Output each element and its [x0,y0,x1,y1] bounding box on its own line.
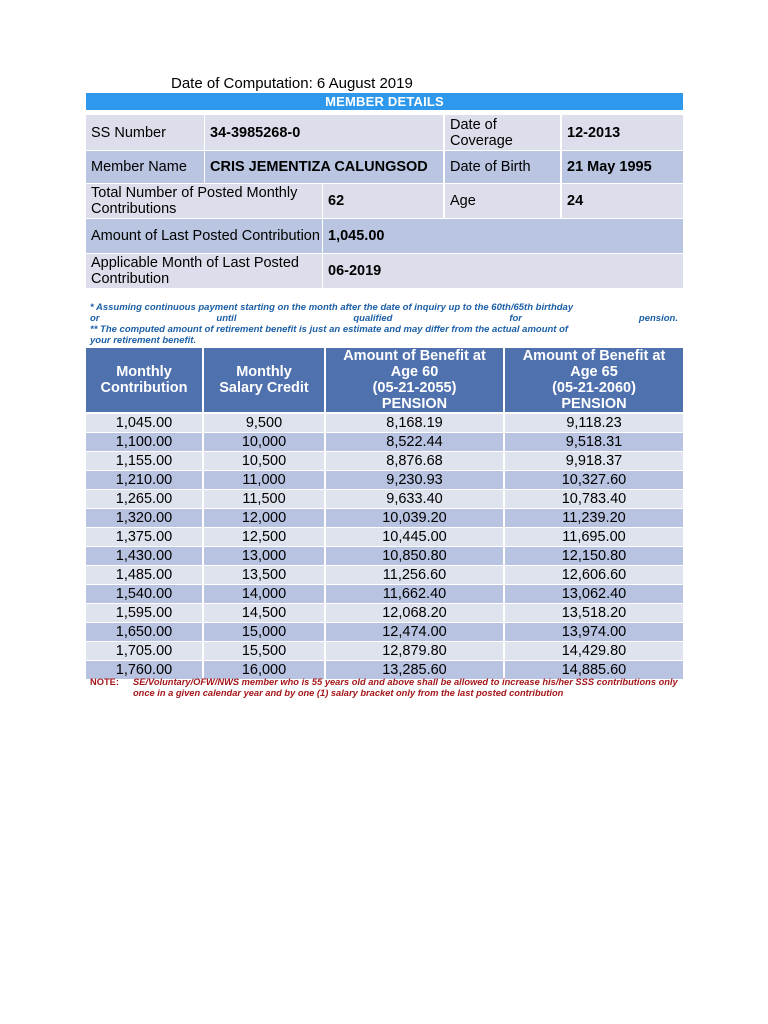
last-amount-value: 1,045.00 [323,219,683,253]
total-posted-label: Total Number of Posted Monthly Contributions [86,184,322,218]
table-row [86,509,683,527]
table-row [86,433,683,451]
table-row [86,528,683,546]
cell-monthly-contribution: 1,320.00 [86,509,202,527]
note-line-4: your retirement benefit. [90,335,197,346]
cell-benefit-65: 13,974.00 [505,623,683,641]
member-details-header: MEMBER DETAILS [86,93,683,110]
header-monthly-contribution: Monthly Contribution [86,348,202,412]
cell-monthly-contribution: 1,650.00 [86,623,202,641]
cell-benefit-60: 10,445.00 [326,528,503,546]
cell-monthly-contribution: 1,485.00 [86,566,202,584]
age-value: 24 [562,184,683,218]
cell-monthly-contribution: 1,595.00 [86,604,202,622]
header-monthly-salary-credit: Monthly Salary Credit [204,348,324,412]
note-word: qualified [353,313,393,324]
cell-benefit-65: 9,118.23 [505,414,683,432]
cell-benefit-65: 9,918.37 [505,452,683,470]
cell-benefit-60: 11,662.40 [326,585,503,603]
cell-benefit-65: 13,062.40 [505,585,683,603]
last-amount-label: Amount of Last Posted Contribution [86,219,322,253]
date-of-birth-label: Date of Birth [445,151,560,183]
table-row [86,623,683,641]
cell-salary-credit: 14,000 [204,585,324,603]
cell-benefit-60: 9,633.40 [326,490,503,508]
header-benefit-age-65: Amount of Benefit at Age 65 (05-21-2060) PENSION [505,348,683,412]
table-row [86,547,683,565]
applicable-month-value: 06-2019 [323,254,683,288]
note-word: or [90,313,100,324]
footnote-text: SE/Voluntary/OFW/NWS member who is 55 years old and above shall be allowed to increase his/her SSS contributions only once in a given calendar year and by one (1) salary bracket only from the last posted contribution [133,677,678,698]
cell-benefit-60: 9,230.93 [326,471,503,489]
cell-benefit-65: 12,150.80 [505,547,683,565]
table-row [86,471,683,489]
note-word: for [509,313,523,324]
assumption-notes [90,302,678,346]
table-row [86,452,683,470]
table-row [86,585,683,603]
total-posted-value: 62 [323,184,443,218]
cell-benefit-65: 11,239.20 [505,509,683,527]
footnote-label: NOTE: [90,677,119,687]
cell-benefit-60: 10,850.80 [326,547,503,565]
cell-salary-credit: 10,000 [204,433,324,451]
applicable-month-label: Applicable Month of Last Posted Contribution [86,254,322,288]
cell-monthly-contribution: 1,100.00 [86,433,202,451]
note-line-3: ** The computed amount of retirement benefit is just an estimate and may differ from the actual amount of [90,324,569,335]
header-benefit-age-60: Amount of Benefit at Age 60 (05-21-2055) PENSION [326,348,503,412]
footnote [90,677,680,698]
cell-monthly-contribution: 1,760.00 [86,661,202,679]
date-of-computation: Date of Computation: 6 August 2019 [171,75,413,92]
date-of-birth-value: 21 May 1995 [562,151,683,183]
cell-benefit-65: 10,783.40 [505,490,683,508]
cell-monthly-contribution: 1,265.00 [86,490,202,508]
cell-benefit-65: 13,518.20 [505,604,683,622]
cell-benefit-60: 10,039.20 [326,509,503,527]
cell-monthly-contribution: 1,430.00 [86,547,202,565]
table-row [86,604,683,622]
cell-salary-credit: 16,000 [204,661,324,679]
cell-salary-credit: 9,500 [204,414,324,432]
cell-salary-credit: 14,500 [204,604,324,622]
cell-benefit-60: 8,876.68 [326,452,503,470]
note-word: until [216,313,237,324]
age-label: Age [445,184,560,218]
cell-salary-credit: 15,000 [204,623,324,641]
note-line-2 [90,313,678,324]
member-name-value: CRIS JEMENTIZA CALUNGSOD [205,151,443,183]
cell-salary-credit: 13,000 [204,547,324,565]
note-word: pension. [638,313,678,324]
date-of-coverage-value: 12-2013 [562,115,683,150]
table-row [86,566,683,584]
cell-benefit-60: 12,068.20 [326,604,503,622]
cell-benefit-60: 8,522.44 [326,433,503,451]
cell-benefit-60: 12,879.80 [326,642,503,660]
note-line-1: * Assuming continuous payment starting on the month after the date of inquiry up to the 60th/65th birthday [90,302,574,313]
cell-salary-credit: 11,500 [204,490,324,508]
cell-salary-credit: 10,500 [204,452,324,470]
cell-monthly-contribution: 1,540.00 [86,585,202,603]
ss-number-value: 34-3985268-0 [205,115,443,150]
cell-benefit-60: 8,168.19 [326,414,503,432]
cell-benefit-60: 12,474.00 [326,623,503,641]
cell-benefit-60: 11,256.60 [326,566,503,584]
cell-benefit-65: 12,606.60 [505,566,683,584]
cell-monthly-contribution: 1,210.00 [86,471,202,489]
cell-benefit-65: 14,885.60 [505,661,683,679]
cell-salary-credit: 12,500 [204,528,324,546]
cell-benefit-65: 9,518.31 [505,433,683,451]
cell-monthly-contribution: 1,705.00 [86,642,202,660]
cell-monthly-contribution: 1,155.00 [86,452,202,470]
cell-monthly-contribution: 1,045.00 [86,414,202,432]
member-name-label: Member Name [86,151,204,183]
cell-benefit-65: 11,695.00 [505,528,683,546]
table-row [86,414,683,432]
cell-monthly-contribution: 1,375.00 [86,528,202,546]
cell-benefit-65: 10,327.60 [505,471,683,489]
table-row [86,490,683,508]
cell-salary-credit: 12,000 [204,509,324,527]
table-row [86,642,683,660]
ss-number-label: SS Number [86,115,204,150]
cell-benefit-60: 13,285.60 [326,661,503,679]
cell-benefit-65: 14,429.80 [505,642,683,660]
cell-salary-credit: 11,000 [204,471,324,489]
cell-salary-credit: 15,500 [204,642,324,660]
table-header [86,348,683,412]
date-of-coverage-label: Date of Coverage [445,115,560,150]
cell-salary-credit: 13,500 [204,566,324,584]
